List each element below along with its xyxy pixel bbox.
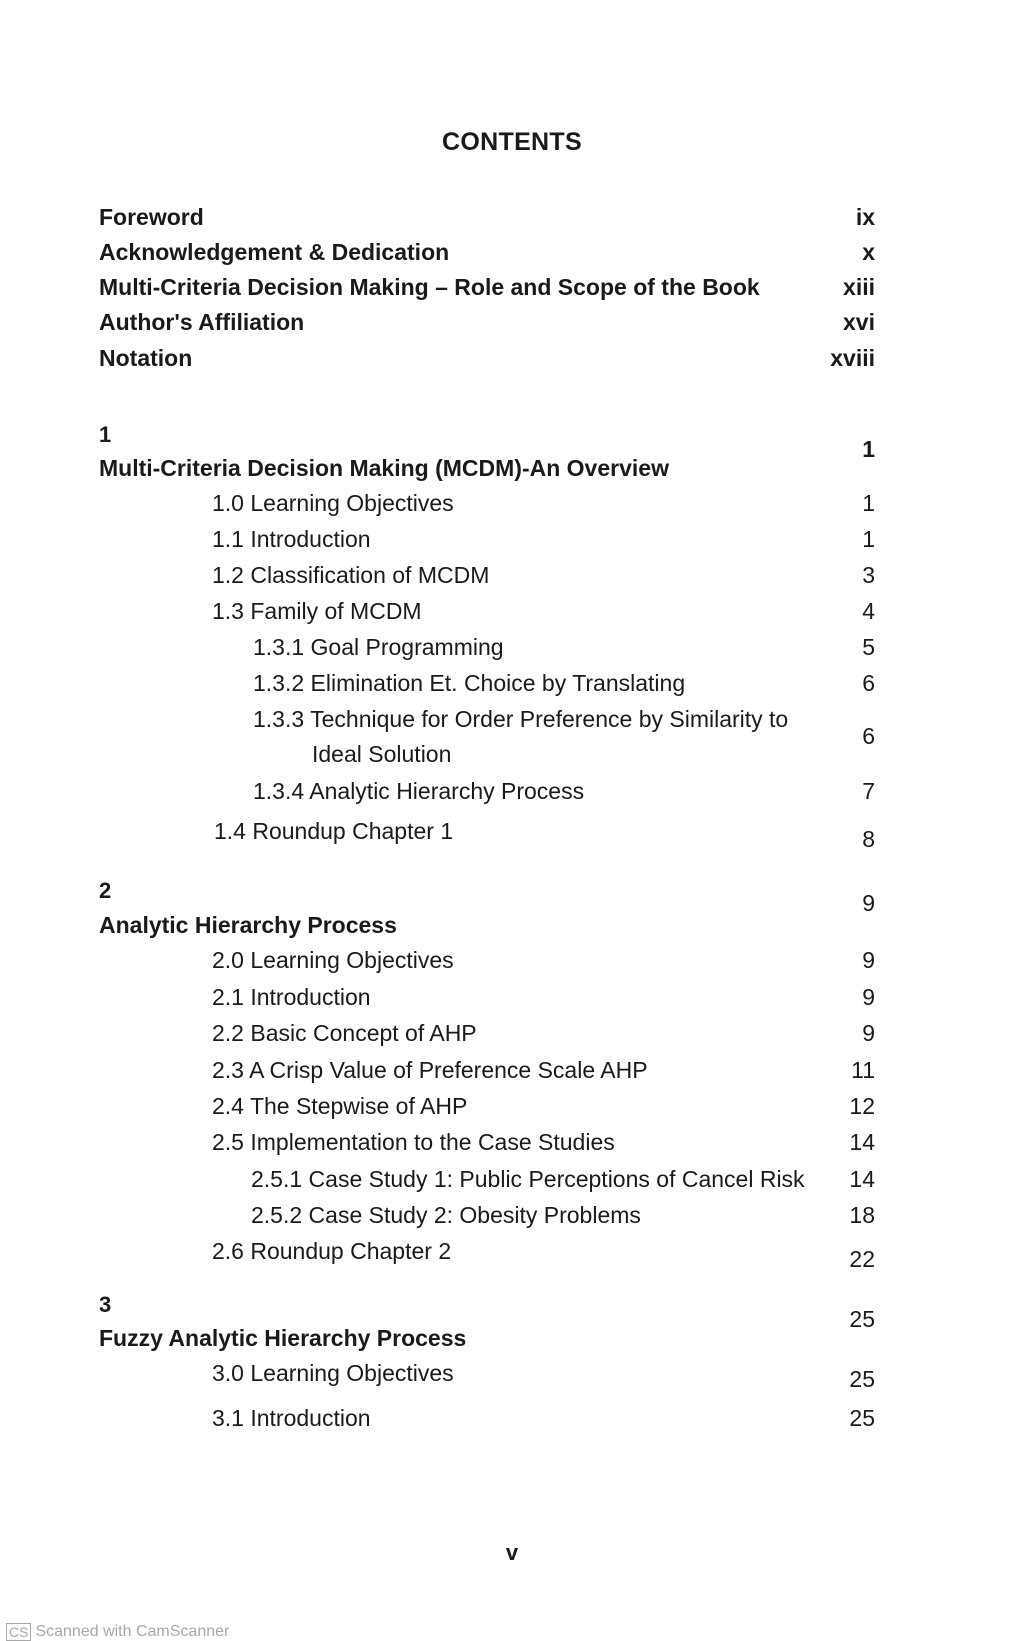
- chapter-title: [99, 453, 875, 483]
- section-page: 14: [849, 1166, 875, 1192]
- chapter-title-text: Fuzzy Analytic Hierarchy Process: [99, 1325, 467, 1351]
- section-text: 2.0 Learning Objectives: [212, 947, 454, 973]
- chapter-number: [99, 420, 299, 450]
- section-page: 5: [862, 634, 875, 660]
- toc-entry-page: xiii: [843, 274, 875, 300]
- section-text: 2.5.1 Case Study 1: Public Perceptions of Cancel Risk: [251, 1166, 805, 1192]
- toc-subsection-page: [780, 721, 875, 751]
- toc-subsection-continued: [312, 739, 712, 769]
- section-text: 1.1 Introduction: [212, 526, 371, 552]
- toc-subsection: [253, 632, 875, 662]
- section-page: 25: [849, 1405, 875, 1431]
- section-text: 2.5 Implementation to the Case Studies: [212, 1129, 615, 1155]
- section-page: 11: [851, 1057, 875, 1083]
- chapter-number-text: 1: [99, 422, 112, 447]
- section-text: 1.2 Classification of MCDM: [212, 562, 490, 588]
- chapter-number-text: 3: [99, 1292, 112, 1317]
- toc-section: [212, 1091, 875, 1121]
- toc-section: [212, 1127, 875, 1157]
- section-text: 2.4 The Stepwise of AHP: [212, 1093, 468, 1119]
- toc-entry-text: Notation: [99, 345, 193, 371]
- section-text: Ideal Solution: [312, 741, 452, 767]
- toc-section: [212, 1358, 612, 1388]
- toc-section: [212, 945, 875, 975]
- chapter-title-text: Analytic Hierarchy Process: [99, 912, 397, 938]
- toc-section-page: [780, 1244, 875, 1274]
- section-text: 1.0 Learning Objectives: [212, 490, 454, 516]
- section-page: 9: [862, 984, 875, 1010]
- chapter-title: [99, 910, 875, 940]
- toc-section-page: [780, 824, 875, 854]
- section-page: 6: [862, 723, 875, 749]
- watermark-text: Scanned with CamScanner: [35, 1623, 230, 1640]
- toc-section: [212, 1403, 875, 1433]
- section-text: 1.3.4 Analytic Hierarchy Process: [253, 778, 585, 804]
- toc-section-page: [780, 1364, 875, 1394]
- section-text: 1.3.2 Elimination Et. Choice by Translating: [253, 670, 686, 696]
- toc-entry-text: Foreword: [99, 204, 204, 230]
- chapter-page: [780, 888, 875, 918]
- section-page: 9: [862, 947, 875, 973]
- section-page: 22: [849, 1246, 875, 1272]
- section-text: 1.4 Roundup Chapter 1: [214, 818, 454, 844]
- section-page: 6: [862, 670, 875, 696]
- section-text: 1.3.1 Goal Programming: [253, 634, 504, 660]
- scanner-watermark: [6, 1623, 229, 1641]
- toc-section: [212, 1236, 612, 1266]
- section-page: 14: [849, 1129, 875, 1155]
- section-text: 1.3.3 Technique for Order Preference by Similarity to: [253, 706, 789, 732]
- section-text: 2.3 A Crisp Value of Preference Scale AHP: [212, 1057, 648, 1083]
- page-number: v: [505, 1540, 519, 1565]
- section-page: 4: [862, 598, 875, 624]
- section-text: 2.2 Basic Concept of AHP: [212, 1020, 477, 1046]
- toc-entry-text: Multi-Criteria Decision Making – Role and Scope of the Book: [99, 274, 760, 300]
- section-page: 1: [862, 490, 875, 516]
- section-page: 18: [849, 1202, 875, 1228]
- section-text: 2.6 Roundup Chapter 2: [212, 1238, 452, 1264]
- toc-section: [212, 560, 875, 590]
- section-page: 12: [849, 1093, 875, 1119]
- section-text: 3.1 Introduction: [212, 1405, 371, 1431]
- toc-entry-affiliation: [99, 307, 875, 337]
- toc-subsection: [251, 1200, 875, 1230]
- chapter-number: [99, 1290, 299, 1320]
- toc-section: [212, 596, 875, 626]
- chapter-page: [780, 434, 875, 464]
- chapter-title: [99, 1323, 875, 1353]
- chapter-page: [780, 1304, 875, 1334]
- toc-entry-role-scope: [99, 272, 875, 302]
- chapter-page-text: 25: [849, 1306, 875, 1332]
- contents-title: CONTENTS: [442, 128, 582, 156]
- toc-entry-acknowledgement: [99, 237, 875, 267]
- section-text: 1.3 Family of MCDM: [212, 598, 422, 624]
- toc-subsection: [253, 668, 875, 698]
- section-page: 9: [862, 1020, 875, 1046]
- chapter-title-text: Multi-Criteria Decision Making (MCDM)-An Overview: [99, 455, 669, 481]
- toc-entry-text: Author's Affiliation: [99, 309, 305, 335]
- toc-entry-page: xviii: [830, 345, 875, 371]
- camscanner-logo-icon: CS: [6, 1623, 31, 1641]
- toc-entry-text: Acknowledgement & Dedication: [99, 239, 450, 265]
- toc-entry-page: xvi: [843, 309, 875, 335]
- section-text: 2.1 Introduction: [212, 984, 371, 1010]
- section-page: 3: [862, 562, 875, 588]
- toc-subsection: [251, 1164, 875, 1194]
- toc-subsection: [253, 776, 875, 806]
- toc-entry-notation: [99, 343, 875, 373]
- toc-section: [212, 488, 875, 518]
- toc-section: [214, 816, 614, 846]
- toc-section: [212, 982, 875, 1012]
- toc-section: [212, 1055, 875, 1085]
- toc-entry-page: ix: [855, 204, 875, 230]
- toc-entry-page: x: [862, 239, 875, 265]
- toc-section: [212, 1018, 875, 1048]
- section-page: 7: [862, 778, 875, 804]
- section-text: 3.0 Learning Objectives: [212, 1360, 454, 1386]
- toc-entry-foreword: [99, 202, 875, 232]
- section-page: 25: [849, 1366, 875, 1392]
- section-text: 2.5.2 Case Study 2: Obesity Problems: [251, 1202, 641, 1228]
- chapter-number-text: 2: [99, 878, 112, 903]
- toc-section: [212, 524, 875, 554]
- chapter-number: [99, 876, 299, 906]
- chapter-page-text: 9: [862, 890, 875, 916]
- section-page: 8: [862, 826, 875, 852]
- chapter-page-text: 1: [862, 436, 875, 462]
- section-page: 1: [862, 526, 875, 552]
